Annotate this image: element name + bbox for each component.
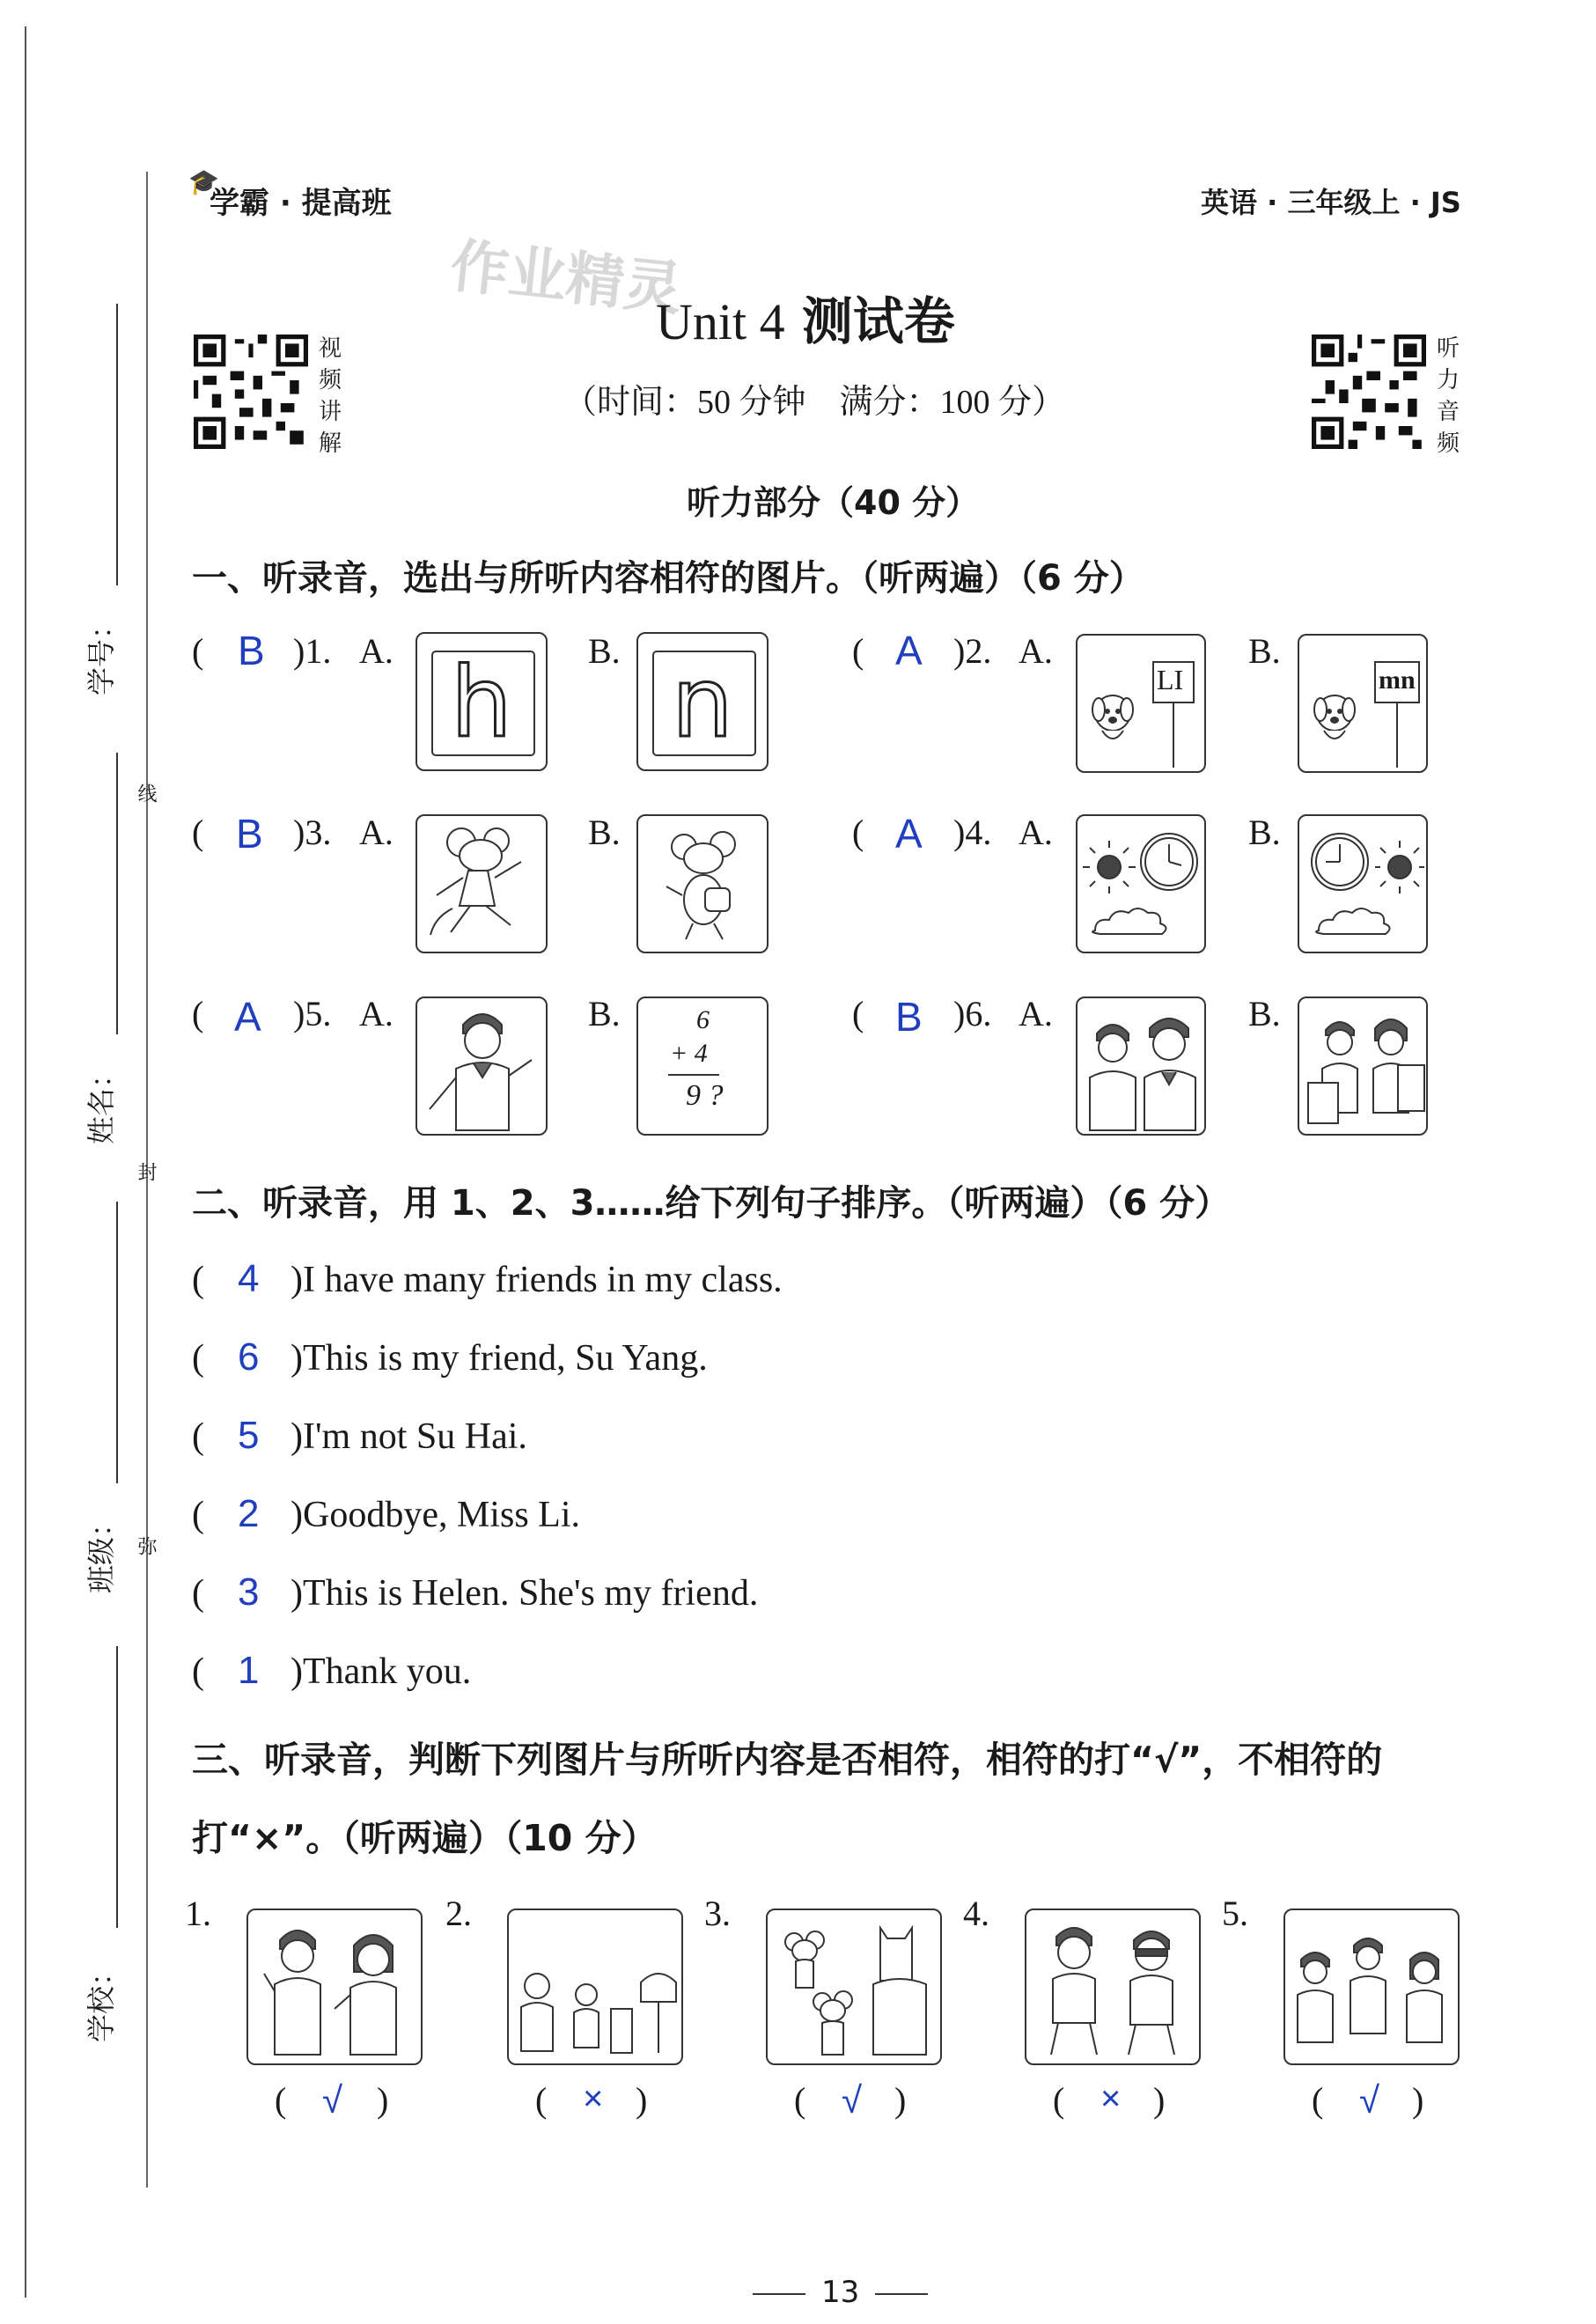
picture-3b-mouse-bag[interactable] [636,814,769,953]
judge-picture-1[interactable] [246,1908,423,2065]
picture-5a-boy-waving[interactable] [416,997,548,1136]
option-b-label: B. [588,994,621,1033]
page-title [656,280,955,354]
answer-4[interactable]: A [895,811,923,857]
picture-1a[interactable]: h [416,632,548,771]
option-b-label: B. [1248,813,1281,852]
option-a-label: A. [1019,631,1053,671]
sun-icon [1375,841,1424,894]
side-field-school[interactable] [116,1646,118,1928]
picture-3a-running-mouse[interactable] [416,814,548,953]
judge-picture-3[interactable] [766,1908,942,2065]
clock-icon [1312,834,1368,890]
answer-1[interactable]: B [238,628,265,673]
question-number-3: )3. [293,813,332,852]
side-label-school: 学校： [85,1957,118,2042]
answer-3[interactable]: B [236,811,263,857]
qr-code-audio[interactable] [1312,335,1426,449]
qr-video-label: 视频讲解 [319,335,342,457]
brand-title: 学霸 · 提高班 [210,186,392,221]
sentence-text: )I have many friends in my class. [291,1260,783,1300]
cloud-icon [1092,908,1166,934]
section1-title: 一、听录音，选出与所听内容相符的图片。（听两遍）（6 分） [192,558,1144,599]
judge-answer-4[interactable]: × [1100,2079,1122,2118]
cap-icon: 🎓 [188,167,219,196]
option-a-label: A. [359,994,393,1033]
picture-5b-math[interactable]: 6 + 4 9 ? [636,997,769,1136]
section2-title: 二、听录音，用 1、2、3……给下列句子排序。（听两遍）（6 分） [192,1183,1231,1224]
side-field-class[interactable] [116,1202,118,1483]
title-meta: （时间：50 分钟 满分：100 分） [563,384,1066,421]
option-a-label: A. [1019,994,1053,1033]
judge-answer-3[interactable]: √ [842,2079,863,2121]
sun-icon [1083,841,1136,894]
question-number-2: )2. [953,631,992,671]
question-number-4: )4. [953,813,992,852]
order-answer[interactable]: 2 [238,1492,260,1535]
option-b-label: B. [1248,994,1281,1033]
judge-answer-2[interactable]: × [583,2079,604,2118]
page-number: 13 [753,2275,928,2310]
order-answer[interactable]: 4 [238,1257,260,1300]
judge-picture-4[interactable] [1025,1908,1201,2065]
judge-number: 1. [185,1894,211,1933]
side-mark-seal: 封 [135,1162,157,1181]
section3-title-line1: 三、听录音，判断下列图片与所听内容是否相符，相符的打“√”，不相符的 [192,1739,1383,1781]
sentence-text: )I'm not Su Hai. [291,1416,527,1457]
cloud-icon [1316,908,1389,934]
judge-number: 4. [963,1894,989,1933]
sentence-text: )Goodbye, Miss Li. [291,1495,580,1535]
qr-code-video[interactable] [194,335,308,449]
title-name: 测试卷 [801,291,955,351]
answer-6[interactable]: B [895,994,923,1040]
side-label-name: 姓名： [85,1059,118,1144]
question-number-6: )6. [953,994,992,1033]
title-unit: Unit 4 [656,293,785,350]
judge-number: 5. [1222,1894,1248,1933]
section3-title-line2: 打“×”。（听两遍）（10 分） [192,1817,658,1859]
order-answer[interactable]: 1 [238,1649,260,1692]
judge-picture-5[interactable] [1283,1908,1460,2065]
answer-2[interactable]: A [895,628,923,673]
picture-6b-kids-signs[interactable] [1298,997,1428,1136]
judge-number: 2. [445,1894,472,1933]
order-answer[interactable]: 6 [238,1335,260,1379]
side-field-id[interactable] [116,304,118,585]
clock-icon [1141,834,1197,890]
judge-picture-2[interactable] [507,1908,683,2065]
picture-4a-sun-clock[interactable] [1076,814,1206,953]
side-label-class: 班级： [85,1508,118,1593]
sentence-text: )Thank you. [291,1651,472,1692]
side-label-id: 学号： [85,610,118,695]
dog-icon [1092,695,1133,739]
sentence-text: )This is Helen. She's my friend. [291,1573,759,1614]
option-a-label: A. [359,813,393,852]
qr-audio-label: 听力音频 [1437,335,1460,457]
order-answer[interactable]: 5 [238,1414,260,1457]
option-b-label: B. [588,631,621,671]
judge-number: 3. [704,1894,731,1933]
side-field-name[interactable] [116,753,118,1034]
side-mark-line: 线 [135,783,157,803]
side-mark-close: 弥 [135,1536,157,1555]
option-b-label: B. [1248,631,1281,671]
question-number-5: )5. [293,994,332,1033]
picture-2a[interactable]: LI [1076,634,1206,773]
order-answer[interactable]: 3 [238,1570,260,1614]
picture-1b[interactable]: n [636,632,769,771]
question-number-1: )1. [293,631,332,671]
judge-answer-1[interactable]: √ [322,2079,343,2121]
part-heading: 听力部分（40 分） [687,483,980,522]
answer-5[interactable]: A [234,994,261,1040]
option-a-label: A. [1019,813,1053,852]
watermark: 作业精灵 [447,232,686,324]
option-a-label: A. [359,631,393,671]
picture-6a-two-boys[interactable] [1076,997,1206,1136]
option-b-label: B. [588,813,621,852]
subject-label: 英语 · 三年级上 · JS [1201,186,1461,219]
picture-2b[interactable]: mn [1298,634,1428,773]
sentence-text: )This is my friend, Su Yang. [291,1338,708,1379]
dog-icon [1314,695,1355,739]
picture-4b-clock-sun[interactable] [1298,814,1428,953]
judge-answer-5[interactable]: √ [1359,2079,1380,2121]
binding-line-outer [25,26,26,2298]
